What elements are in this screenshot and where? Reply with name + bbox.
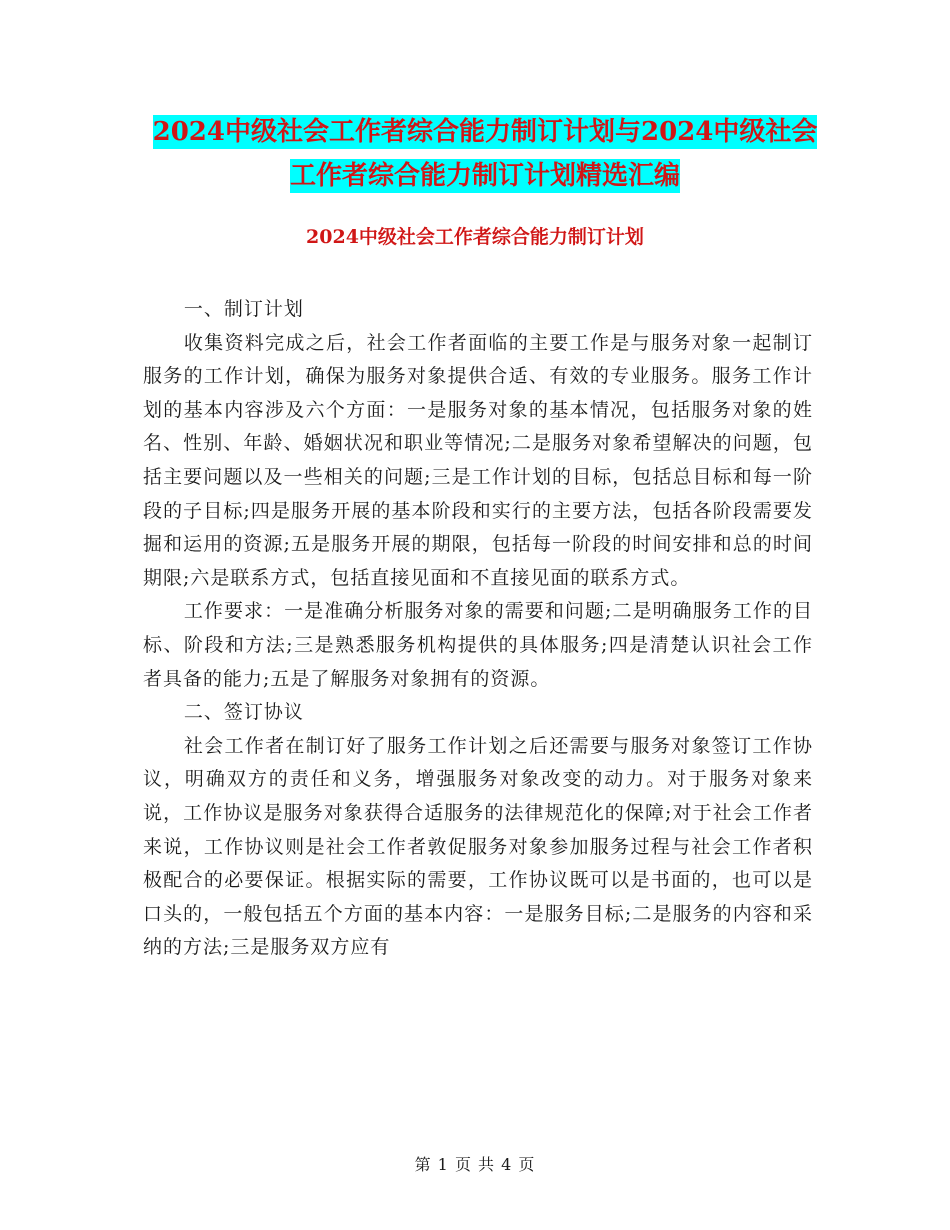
document-title bbox=[140, 110, 830, 198]
heading-2-sign-agreement: 二、签订协议 bbox=[183, 701, 304, 724]
paragraph-agreement: 社会工作者在制订好了服务工作计划之后还需要与服务对象签订工作协议，明确双方的责任和义务，增强服务对象改变的动力。对于服务对象来说，工作协议是服务对象获得合适服务的法律规范化的保障;对于社会工作者来说，工作协议则是社会工作者敦促服务对象参加服务过程与社会工作者积极配合的必要保证。根据实际的需要，工作协议既可以是书面的，也可以是口头的，一般包括五个方面的基本内容：一是服务目标;二是服务的内容和采纳的方法;三是服务双方应有 bbox=[143, 734, 813, 959]
paragraph-plan-content: 收集资料完成之后，社会工作者面临的主要工作是与服务对象一起制订服务的工作计划，确保为服务对象提供合适、有效的专业服务。服务工作计划的基本内容涉及六个方面：一是服务对象的基本情况，包括服务对象的姓名、性别、年龄、婚姻状况和职业等情况;二是服务对象希望解决的问题，包括主要问题以及一些相关的问题;三是工作计划的目标，包括总目标和每一阶段的子目标;四是服务开展的基本阶段和实行的主要方法，包括各阶段需要发掘和运用的资源;五是服务开展的期限，包括每一阶段的时间安排和总的时间期限;六是联系方式，包括直接见面和不直接见面的联系方式。 bbox=[143, 331, 813, 589]
document-title-text: 2024中级社会工作者综合能力制订计划与2024中级社会工作者综合能力制订计划精选汇编 bbox=[152, 117, 818, 191]
page-footer: 第 1 页 共 4 页 bbox=[414, 1155, 536, 1174]
heading-1-make-plan: 一、制订计划 bbox=[183, 298, 304, 320]
paragraph-work-requirements: 工作要求：一是准确分析服务对象的需要和问题;二是明确服务工作的目标、阶段和方法;三是熟悉服务机构提供的具体服务;四是清楚认识社会工作者具备的能力;五是了解服务对象拥有的资源。 bbox=[143, 600, 813, 690]
section-heading: 2024中级社会工作者综合能力制订计划 bbox=[306, 226, 644, 248]
document-body bbox=[143, 293, 813, 965]
